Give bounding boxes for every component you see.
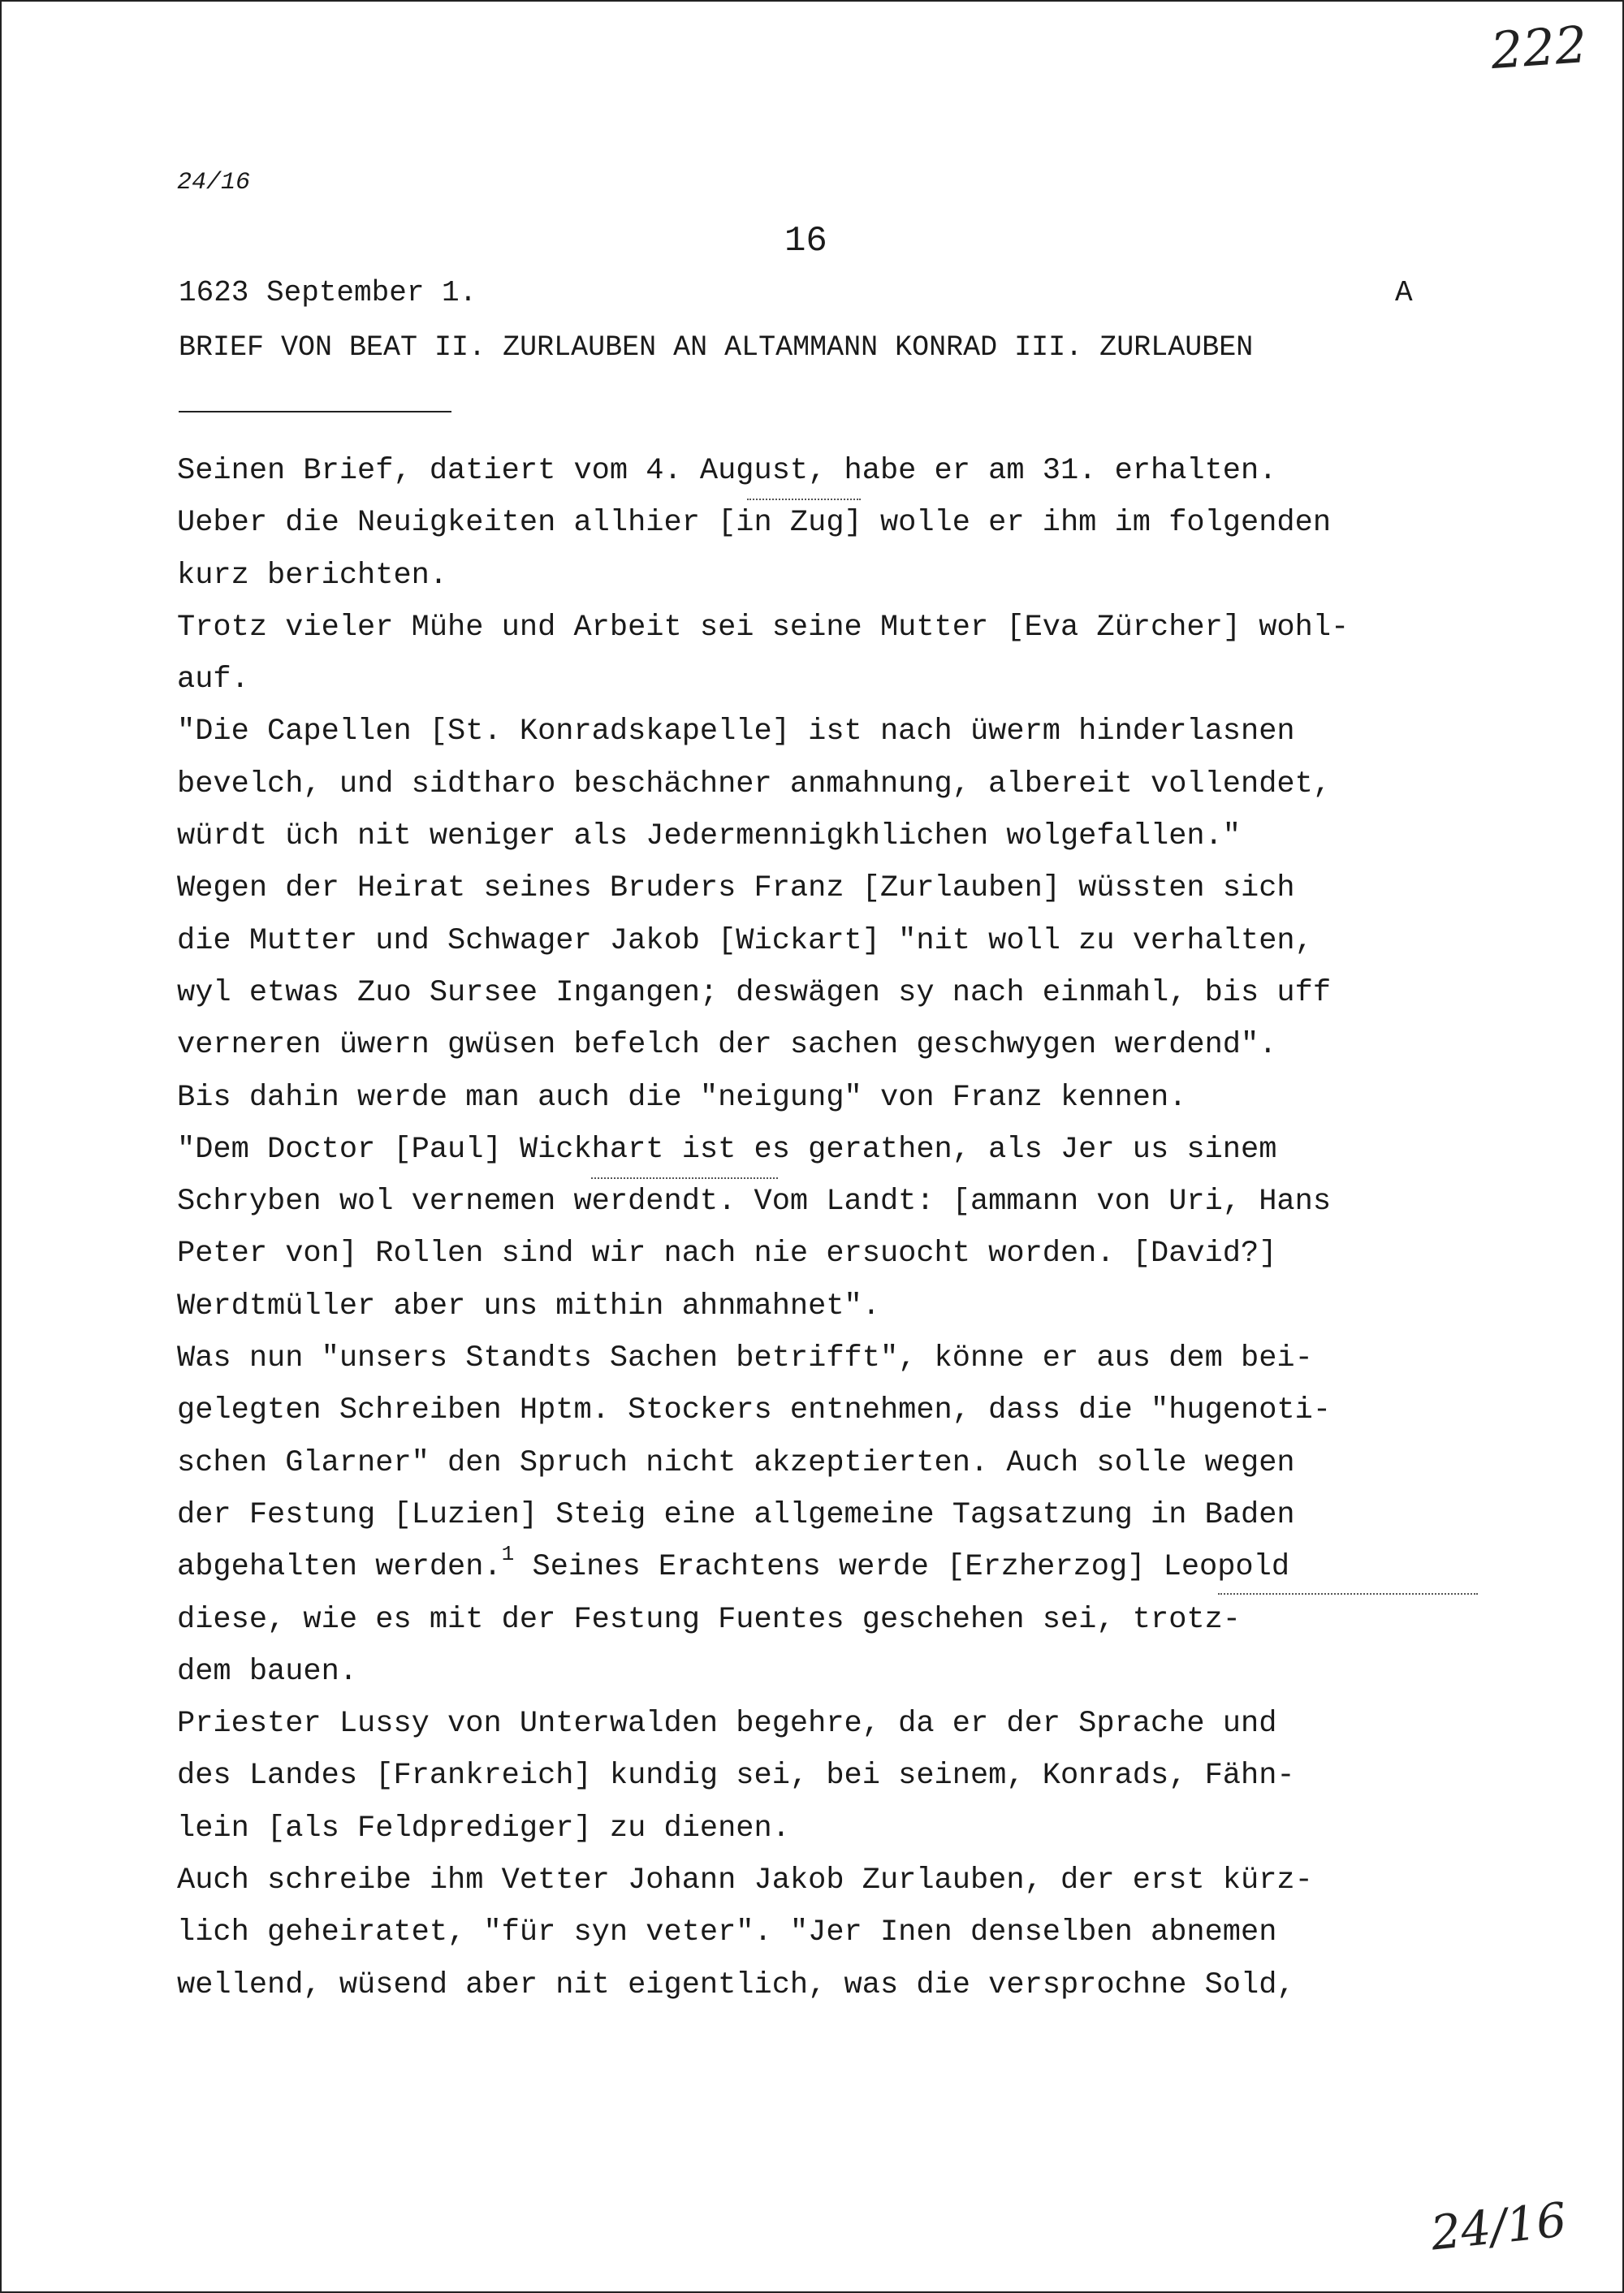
text-line: wellend, wüsend aber nit eigentlich, was die versprochne Sold, xyxy=(177,1967,1295,2002)
body-text xyxy=(177,445,1476,2011)
text-line: Trotz vieler Mühe und Arbeit sei seine Mutter [Eva Zürcher] wohl- xyxy=(177,610,1350,645)
text-line: bevelch, und sidtharo beschächner anmahnung, albereit vollendet, xyxy=(177,766,1332,801)
footnote-marker: 1 xyxy=(501,1542,515,1567)
text-line: Bis dahin werde man auch die "neigung" von Franz kennen. xyxy=(177,1080,1187,1115)
text-line: Peter von] Rollen sind wir nach nie ersuocht worden. [David?] xyxy=(177,1237,1277,1272)
text-line: "Die Capellen [St. Konradskapelle] ist nach üwerm hinderlasnen xyxy=(177,715,1295,749)
handwritten-page-number: 222 xyxy=(1488,14,1589,81)
text-line: Schryben wol vernemen werdendt. Vom Landt: [ammann von Uri, Hans xyxy=(177,1185,1332,1220)
text-line: lein [als Feldprediger] zu dienen. xyxy=(177,1811,790,1846)
text-line: Ueber die Neuigkeiten allhier [in Zug] wolle er ihm im folgenden xyxy=(177,506,1332,541)
text-line: gelegten Schreiben Hptm. Stockers entnehmen, dass die "hugenoti- xyxy=(177,1393,1332,1428)
text-line: der Festung [Luzien] Steig eine allgemeine Tagsatzung in Baden xyxy=(177,1497,1295,1532)
dotted-correction-mark xyxy=(1218,1593,1478,1595)
text-line: Was nun "unsers Standts Sachen betrifft", könne er aus dem bei- xyxy=(177,1341,1313,1376)
document-heading: BRIEF VON BEAT II. ZURLAUBEN AN ALTAMMANN KONRAD III. ZURLAUBEN xyxy=(179,331,1254,364)
document-letter: A xyxy=(1395,276,1413,309)
dotted-correction-mark xyxy=(747,499,861,500)
handwritten-archive-annotation: 24/16 xyxy=(1427,2192,1570,2261)
text-line: verneren üwern gwüsen befelch der sachen geschwygen werdend". xyxy=(177,1028,1277,1063)
heading-underline xyxy=(179,411,451,412)
text-line: Werdtmüller aber uns mithin ahnmahnet". xyxy=(177,1289,880,1324)
text-segment: abgehalten werden. xyxy=(177,1550,502,1585)
text-line: dem bauen. xyxy=(177,1654,358,1689)
text-line: Wegen der Heirat seines Bruders Franz [Zurlauben] wüssten sich xyxy=(177,871,1295,906)
text-line: die Mutter und Schwager Jakob [Wickart] "nit woll zu verhalten, xyxy=(177,923,1313,958)
document-date: 1623 September 1. xyxy=(179,276,477,309)
archive-reference: 24/16 xyxy=(177,169,251,196)
text-line: wyl etwas Zuo Sursee Ingangen; deswägen sy nach einmahl, bis uff xyxy=(177,975,1332,1010)
text-line: auf. xyxy=(177,663,249,697)
text-line: lich geheiratet, "für syn veter". "Jer Inen denselben abnemen xyxy=(177,1915,1277,1950)
text-line: würdt üch nit weniger als Jedermennigkhlichen wolgefallen." xyxy=(177,819,1242,854)
text-line: des Landes [Frankreich] kundig sei, bei seinem, Konrads, Fähn- xyxy=(177,1759,1295,1794)
text-line: diese, wie es mit der Festung Fuentes geschehen sei, trotz- xyxy=(177,1602,1242,1637)
text-line: "Dem Doctor [Paul] Wickhart ist es gerathen, als Jer us sinem xyxy=(177,1132,1277,1167)
text-line-with-footnote xyxy=(177,1541,1476,1593)
text-line: schen Glarner" den Spruch nicht akzeptierten. Auch solle wegen xyxy=(177,1445,1295,1480)
text-line: Priester Lussy von Unterwalden begehre, da er der Sprache und xyxy=(177,1707,1277,1742)
text-line: kurz berichten. xyxy=(177,558,448,593)
text-segment: Seines Erachtens werde [Erzherzog] Leopold xyxy=(514,1550,1290,1585)
document-number: 16 xyxy=(784,221,827,261)
dotted-correction-mark xyxy=(591,1177,778,1179)
text-line: Auch schreibe ihm Vetter Johann Jakob Zurlauben, der erst kürz- xyxy=(177,1863,1313,1898)
text-line: Seinen Brief, datiert vom 4. August, habe er am 31. erhalten. xyxy=(177,454,1277,488)
